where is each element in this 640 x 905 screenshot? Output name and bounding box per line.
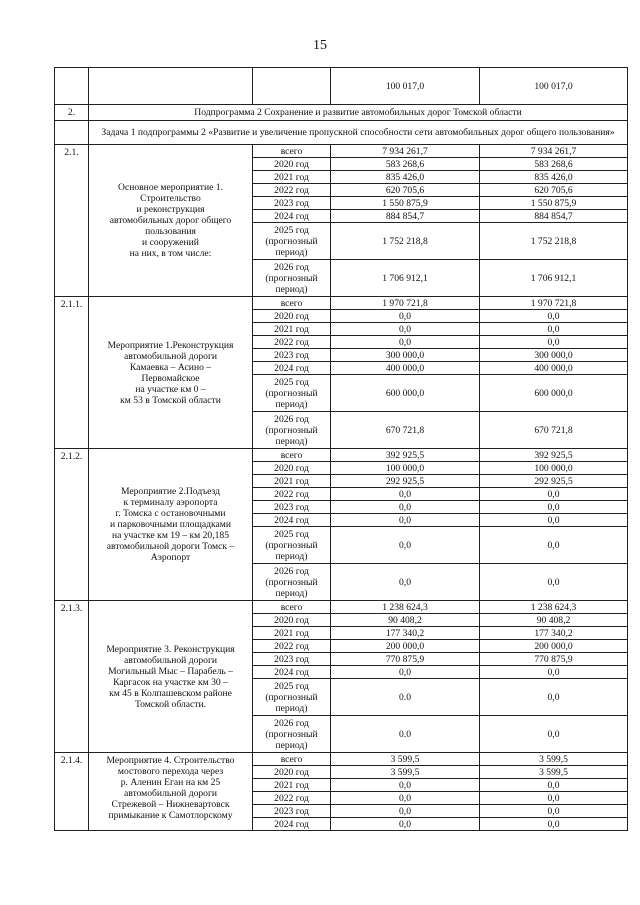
period-cell: 2021 год [253,323,331,336]
description-line: Первомайское [141,372,200,384]
amount-cell: 600 000,0 [480,375,628,412]
amount-cell: 770 875,9 [480,653,628,666]
amount-cell: 0,0 [331,818,480,831]
item-description [89,297,253,449]
table-row [55,145,628,158]
description-line: Мероприятие 2.Подъезд [120,486,221,497]
table-row [55,297,628,310]
description-line: Камаевка – Асино – [129,361,212,373]
amount-cell: 0,0 [331,779,480,792]
amount-cell: 400 000,0 [480,362,628,375]
period-cell: 2023 год [253,653,331,666]
period-cell: всего [253,753,331,766]
amount-cell: 835 426,0 [331,171,480,184]
period-cell: 2024 год [253,210,331,223]
amount-cell: 1 238 624,3 [331,601,480,614]
description-line: Аэропорт [150,552,191,563]
amount-cell: 3 599,5 [480,753,628,766]
amount-cell: 670 721,8 [480,412,628,449]
amount-cell: 100 017,0 [331,68,480,105]
amount-cell: 392 925,5 [480,449,628,462]
amount-cell: 90 408,2 [331,614,480,627]
amount-cell: 300 000,0 [331,349,480,362]
description-line: Мероприятие 3. Реконструкция [106,643,235,655]
amount-cell: 90 408,2 [480,614,628,627]
amount-cell: 3 599,5 [480,766,628,779]
description-line: Мероприятие 1.Реконструкция [107,339,234,351]
num-cell [55,68,89,105]
table-row [55,601,628,614]
period-cell: 2020 год [253,158,331,171]
description-line: Могильный Мыс – Парабель – [108,665,233,677]
amount-cell: 0,0 [331,488,480,501]
description-line: на участке км 19 – км 20,185 [111,530,230,541]
item-description [89,145,253,297]
description-line: Стрежевой – Нижневартовск [111,799,230,810]
amount-cell: 177 340,2 [480,627,628,640]
period-cell: 2021 год [253,171,331,184]
amount-cell: 0,0 [480,323,628,336]
description-line: мостового перехода через [117,766,224,777]
amount-cell: 0,0 [480,818,628,831]
amount-cell: 1 706 912,1 [331,260,480,297]
period-cell: 2020 год [253,766,331,779]
description-line: Мероприятие 4. Строительство [106,755,235,766]
description-line: р. Аленин Еган на км 25 [120,777,221,788]
period-cell: всего [253,145,331,158]
description-line: пользования [145,226,196,237]
period-cell: 2025 год (прогнозный период) [253,679,331,716]
amount-cell: 0,0 [331,514,480,527]
amount-cell: 400 000,0 [331,362,480,375]
amount-cell: 0,0 [331,336,480,349]
description-line: Каргасок на участке км 30 – [113,676,228,688]
period-cell: всего [253,601,331,614]
period-cell: 2025 год (прогнозный период) [253,375,331,412]
amount-cell: 670 721,8 [331,412,480,449]
amount-cell: 583 268,6 [480,158,628,171]
amount-cell: 0,0 [480,792,628,805]
amount-cell: 7 934 261,7 [331,145,480,158]
item-number: 2.1. [55,145,89,297]
task-title: Задача 1 подпрограммы 2 «Развитие и увеличение пропускной способности сети автомобильных дорог общего пользования» [89,121,628,145]
amount-cell: 292 925,5 [480,475,628,488]
period-cell: 2024 год [253,362,331,375]
amount-cell: 0,0 [480,779,628,792]
amount-cell: 200 000,0 [331,640,480,653]
period-cell: 2026 год (прогнозный период) [253,564,331,601]
amount-cell: 583 268,6 [331,158,480,171]
amount-cell: 884 854,7 [480,210,628,223]
description-line: Основное мероприятие 1. [118,182,223,193]
period-cell: 2021 год [253,475,331,488]
table-row [55,68,628,105]
period-cell [253,68,331,105]
description-line: к терминалу аэропорта [123,497,218,508]
amount-cell: 600 000,0 [331,375,480,412]
amount-cell: 177 340,2 [331,627,480,640]
amount-cell: 770 875,9 [331,653,480,666]
amount-cell: 0,0 [331,323,480,336]
description-line: автомобильной дороги [123,788,218,799]
amount-cell: 0,0 [331,564,480,601]
amount-cell: 392 925,5 [331,449,480,462]
item-description [89,601,253,753]
table-row [55,753,628,766]
item-number: 2.1.3. [55,601,89,753]
item-number: 2.1.4. [55,753,89,831]
period-cell: 2020 год [253,462,331,475]
period-cell: 2026 год (прогнозный период) [253,412,331,449]
amount-cell: 0,0 [331,792,480,805]
period-cell: 2022 год [253,640,331,653]
period-cell: 2021 год [253,779,331,792]
amount-cell: 0,0 [480,336,628,349]
period-cell: 2026 год (прогнозный период) [253,260,331,297]
amount-cell: 0,0 [480,716,628,753]
period-cell: 2020 год [253,310,331,323]
section-number: 2. [55,105,89,121]
amount-cell: 1 550 875,9 [331,197,480,210]
description-line: и парковочными площадками [110,519,231,530]
description-line: автомобильной дороги Томск – [106,541,235,552]
description-line: и реконструкция [136,204,205,215]
amount-cell: 884 854,7 [331,210,480,223]
desc-cell [89,68,253,105]
amount-cell: 1 752 218,8 [331,223,480,260]
amount-cell: 0.0 [331,716,480,753]
description-line: автомобильной дороги [123,654,218,666]
amount-cell: 0,0 [480,805,628,818]
period-cell: 2022 год [253,488,331,501]
period-cell: всего [253,297,331,310]
amount-cell: 0,0 [331,805,480,818]
amount-cell: 0,0 [480,527,628,564]
amount-cell: 200 000,0 [480,640,628,653]
amount-cell: 1 970 721,8 [480,297,628,310]
amount-cell: 0,0 [480,488,628,501]
amount-cell: 7 934 261,7 [480,145,628,158]
amount-cell: 1 238 624,3 [480,601,628,614]
amount-cell: 0,0 [331,310,480,323]
period-cell: 2023 год [253,349,331,362]
description-line: примыкание к Самотлорскому [108,810,233,821]
description-line: Строительство [140,193,201,204]
description-line: автомобильных дорог общего [109,215,232,226]
amount-cell: 0,0 [480,514,628,527]
task-row [55,121,628,145]
amount-cell: 100 000,0 [480,462,628,475]
amount-cell: 1 550 875,9 [480,197,628,210]
amount-cell: 0,0 [331,501,480,514]
period-cell: 2023 год [253,805,331,818]
item-description [89,753,253,831]
amount-cell: 300 000,0 [480,349,628,362]
description-line: км 45 в Колпашевском районе [109,687,232,699]
description-line: на участке км 0 – [135,383,206,395]
amount-cell: 835 426,0 [480,171,628,184]
description-line: и сооружений [142,237,199,248]
amount-cell: 3 599,5 [331,753,480,766]
amount-cell: 0,0 [331,666,480,679]
item-number: 2.1.2. [55,449,89,601]
period-cell: всего [253,449,331,462]
num-cell [55,121,89,145]
period-cell: 2024 год [253,514,331,527]
amount-cell: 0.0 [331,679,480,716]
description-line: на них, в том числе: [129,248,212,259]
period-cell: 2023 год [253,501,331,514]
period-cell: 2022 год [253,792,331,805]
amount-cell: 0,0 [480,310,628,323]
amount-cell: 100 000,0 [331,462,480,475]
period-cell: 2024 год [253,818,331,831]
section-row [55,105,628,121]
amount-cell: 100 017,0 [480,68,628,105]
period-cell: 2025 год (прогнозный период) [253,527,331,564]
amount-cell: 0,0 [331,527,480,564]
period-cell: 2024 год [253,666,331,679]
period-cell: 2026 год (прогнозный период) [253,716,331,753]
amount-cell: 0,0 [480,564,628,601]
amount-cell: 0,0 [480,501,628,514]
budget-table [54,67,628,831]
amount-cell: 1 706 912,1 [480,260,628,297]
period-cell: 2023 год [253,197,331,210]
table-row [55,449,628,462]
period-cell: 2022 год [253,184,331,197]
amount-cell: 620 705,6 [331,184,480,197]
description-line: Томской области. [134,698,207,710]
period-cell: 2021 год [253,627,331,640]
period-cell: 2022 год [253,336,331,349]
amount-cell: 1 752 218,8 [480,223,628,260]
amount-cell: 3 599,5 [331,766,480,779]
period-cell: 2020 год [253,614,331,627]
amount-cell: 620 705,6 [480,184,628,197]
item-description [89,449,253,601]
amount-cell: 1 970 721,8 [331,297,480,310]
item-number: 2.1.1. [55,297,89,449]
amount-cell: 0,0 [480,666,628,679]
description-line: автомобильной дороги [123,350,218,362]
section-title: Подпрограмма 2 Сохранение и развитие автомобильных дорог Томской области [89,105,628,121]
amount-cell: 0,0 [480,679,628,716]
period-cell: 2025 год (прогнозный период) [253,223,331,260]
amount-cell: 292 925,5 [331,475,480,488]
description-line: г. Томска с остановочными [115,508,226,519]
page-number: 15 [313,38,327,53]
description-line: км 53 в Томской области [120,394,221,406]
